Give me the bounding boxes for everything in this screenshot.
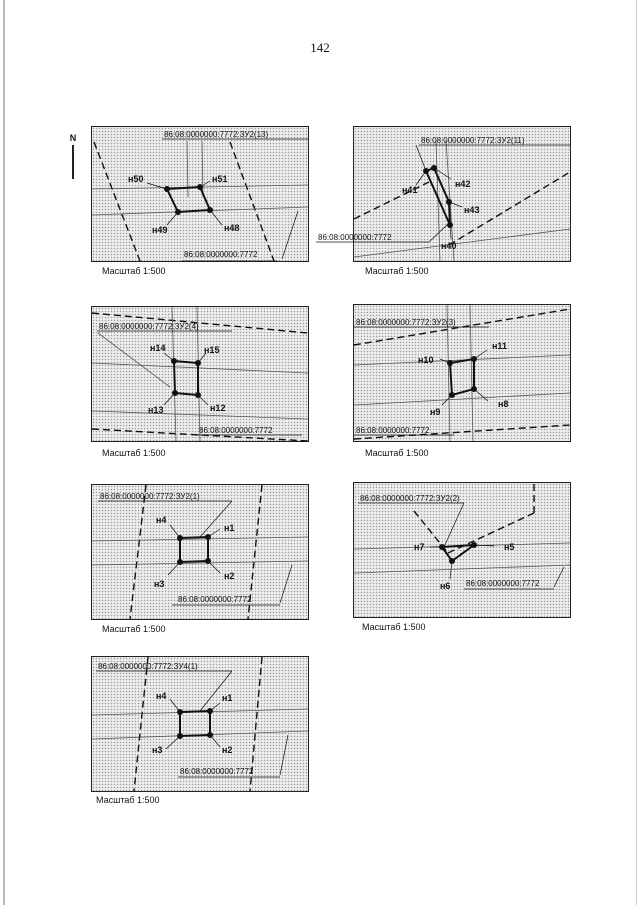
- point-label: н41: [402, 185, 418, 195]
- point-label: н8: [498, 399, 509, 409]
- point-label: н42: [455, 179, 471, 189]
- scale-label: Масштаб 1:500: [102, 266, 166, 276]
- north-arrow: [66, 133, 80, 181]
- point-label: н3: [154, 579, 165, 589]
- north-letter: N: [69, 133, 77, 143]
- point-label: н49: [152, 225, 168, 235]
- point-label: н11: [492, 341, 507, 351]
- map-zu4-1: [91, 656, 309, 792]
- point-label: н6: [440, 581, 451, 591]
- page-edge-right: [636, 0, 637, 905]
- map-zu2-11-label: 86:08:0000000:7772:ЗУ2(11): [421, 136, 525, 145]
- point-label: н40: [441, 241, 457, 251]
- point-label: н4: [156, 691, 167, 701]
- map-zu2-2-label: 86:08:0000000:7772:ЗУ2(2): [360, 494, 460, 503]
- map-zu2-13: [91, 126, 309, 262]
- map-zu2-3-parent-label: 86:08:0000000:7772: [356, 426, 430, 435]
- map-zu2-11: [318, 126, 571, 262]
- page-number: 142: [310, 40, 330, 55]
- scale-label: Масштаб 1:500: [365, 448, 429, 458]
- map-zu2-11-parent-label: 86:08:0000000:7772: [318, 233, 392, 242]
- map-zu2-3: [353, 304, 571, 442]
- point-label: н1: [222, 693, 233, 703]
- point-label: н7: [414, 542, 425, 552]
- scale-label: Масштаб 1:500: [362, 622, 426, 632]
- map-zu2-13-label: 86:08:0000000:7772:ЗУ2(13): [164, 130, 269, 139]
- map-zu2-4-label: 86:08:0000000:7772:ЗУ2(4): [99, 322, 199, 331]
- map-zu2-2-parent-label: 86:08:0000000:7772: [466, 579, 540, 588]
- map-zu2-2: [353, 482, 571, 618]
- scale-label: Масштаб 1:500: [365, 266, 429, 276]
- point-label: н2: [222, 745, 233, 755]
- point-label: н4: [156, 515, 167, 525]
- point-label: н10: [418, 355, 434, 365]
- scale-label: Масштаб 1:500: [102, 448, 166, 458]
- point-label: н15: [204, 345, 220, 355]
- point-label: н12: [210, 403, 226, 413]
- map-zu2-4-parent-label: 86:08:0000000:7772: [199, 426, 273, 435]
- point-label: н1: [224, 523, 235, 533]
- map-zu2-1: [91, 484, 309, 620]
- map-zu2-13-parent-label: 86:08:0000000:7772: [184, 250, 258, 259]
- map-zu4-1-parent-label: 86:08:0000000:7772: [180, 767, 254, 776]
- point-label: н5: [504, 542, 515, 552]
- map-zu2-1-parent-label: 86:08:0000000:7772: [178, 595, 252, 604]
- map-zu2-4: [91, 306, 309, 442]
- map-zu2-1-label: 86:08:0000000:7772:ЗУ2(1): [100, 492, 200, 501]
- point-label: н43: [464, 205, 480, 215]
- page-edge-left: [3, 0, 5, 905]
- north-arrow-shaft: [72, 145, 74, 179]
- scale-label: Масштаб 1:500: [102, 624, 166, 634]
- map-zu2-3-label: 86:08:0000000:7772:ЗУ2(3): [356, 318, 456, 327]
- point-label: н13: [148, 405, 164, 415]
- point-label: н9: [430, 407, 441, 417]
- point-label: н2: [224, 571, 235, 581]
- point-label: н14: [150, 343, 166, 353]
- point-label: н48: [224, 223, 240, 233]
- point-label: н3: [152, 745, 163, 755]
- point-label: н51: [212, 174, 228, 184]
- scale-label: Масштаб 1:500: [96, 795, 160, 805]
- point-label: н50: [128, 174, 144, 184]
- map-zu4-1-label: 86:08:0000000:7772:ЗУ4(1): [98, 662, 198, 671]
